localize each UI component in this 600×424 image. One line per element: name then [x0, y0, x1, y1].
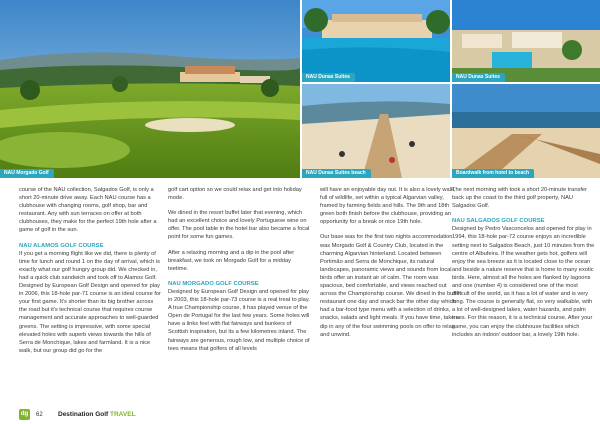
photo-caption: NAU Dunas Suites	[452, 73, 505, 82]
page-footer	[0, 406, 600, 424]
beach-illustration	[302, 84, 450, 178]
photo-beach	[302, 84, 450, 178]
photo-boardwalk	[452, 84, 600, 178]
article-column-3	[320, 186, 463, 346]
magazine-title	[58, 410, 136, 419]
photo-pool	[302, 0, 450, 82]
article-column-2	[168, 186, 311, 360]
photo-caption: NAU Dunas Suites	[302, 73, 355, 82]
paragraph: After a relaxing morning and a dip in the pool after breakfast, we took on Morgado Golf for a midday teetime.	[168, 249, 295, 272]
paragraph: will have an enjoyable day out. It is also a lovely walk, full of wildlife, set within a typical Algarvian valley, framed by farming fields and hills. The 9th and 18th green both finish before the clubhouse, providing an opportunity for a break or nice 19th hole.	[320, 187, 456, 226]
paragraph: The next morning with took a short 20-minute transfer back up the coast to the third golf property, NAU Salgados Golf.	[452, 187, 587, 210]
paragraph: Our base was for the first two nights accommodation was Morgado Golf & Country Club, located in the charming Algarvian hinterland. Located between Portimão and Serra de Monchique, its natural landscapes, panoramic views and sounds from local birds offer an instant air of calm. The room was spacious, bed comfortable, and views reached out across the Championship course. We dined in the buffet restaurant one day and snack bar the other day which had a bar-food type menu with a selection of drinks, snacks, salads and light meals. If you have time, take a dip in any of the four swimming pools on offer to relax and unwind.	[320, 234, 462, 338]
photo-caption: NAU Dunas Suites beach	[302, 169, 371, 178]
resort-illustration	[452, 0, 600, 82]
paragraph: Designed by Pedro Vasconcelos and opened for play in 1994, this 18-hole par-72 course enjoys an incredible setting next to Salgados Beach, just 10 minutes from the centre of Albufeira. If the weather gets hot, golfers will enjoy the sea breeze as it is located close to the ocean and beside a nature reserve that is home to many exotic birds. Here, almost all the holes are flanked by lagoons and one (number 4) is considered one of the most difficult of the world, as it has a lot of water and is very long. The course is generally flat, so very walkable, with a lot of well-designed lakes, water hazards, and palm trees. For this reason, it is a technical course. After your game, you can enjoy the clubhouse facilities which includes an indoor/ outdoor bar, a lovely 19th hole.	[452, 226, 595, 338]
paragraph: course of the NAU collection, Salgados Golf, is only a short 20-minute drive away. Each NAU course has a clubhouse with changing rooms, golf shop, bar and restaurant. Any with sun terraces on offer at both clubhouses, they make for the perfect 19th hole after a game of golf in the sun.	[19, 187, 157, 234]
dg-logo: dg	[19, 409, 30, 420]
paragraph: We dined in the resort buffet later that evening, which had an excellent choice and lovely Portuguese wine on offer. The pool table in the hotel bar also became a focal point for some fun games.	[168, 210, 310, 241]
magazine-section: TRAVEL	[110, 411, 136, 418]
article-column-4	[452, 186, 595, 346]
page-number: 62	[36, 412, 43, 418]
photo-resort	[452, 0, 600, 82]
boardwalk-illustration	[452, 84, 600, 178]
photo-caption: NAU Morgado Golf	[0, 169, 54, 178]
section-heading: NAU SALGADOS GOLF COURSE	[452, 218, 545, 225]
section-heading: NAU MORGADO GOLF COURSE	[168, 280, 259, 287]
article-column-1	[19, 186, 162, 362]
photo-caption: Boardwalk from hotel to beach	[452, 169, 534, 178]
magazine-name: Destination Golf	[58, 411, 109, 418]
paragraph: Designed by European Golf Design and opened for play in 2003, this 18-hole par-73 course is a real treat to play. A true Championship course, it has played venue of the Open de Portugal for the last few years. Some holes will have a links feel with flat fairways and bunkers of Scottish inspiration, but its a few kilometres inland. The fairways are generous, rough low, and multiple choice of tees means that golfers of all levels	[168, 288, 310, 352]
section-heading: NAU ALAMOS GOLF COURSE	[19, 242, 104, 249]
paragraph: golf cart option so we could relax and get into holiday mode.	[168, 187, 302, 202]
photo-golf-course	[0, 0, 300, 178]
paragraph: If you get a morning flight like we did, there is plenty of time for lunch and round 1 on the day of arrival, which is exactly what our golf hungry group did. We checked in, had a quick club sandwich and took off to Alamos Golf. Designed by European Golf Design and opened for play in 2006, this 18-hole par-71 course is an ideal course for your first game. It's shorter than its big brother across the road but it's technical course that requires course management and accurate approaches to well-guarded greens. The setting is impressive, with some special elevated holes with superb views towards the hills of Serra de Monchique, lakes and farmland. It is a nice walk, but our group did go for the	[19, 250, 161, 354]
golf-course-illustration	[0, 0, 300, 178]
pool-illustration	[302, 0, 450, 82]
